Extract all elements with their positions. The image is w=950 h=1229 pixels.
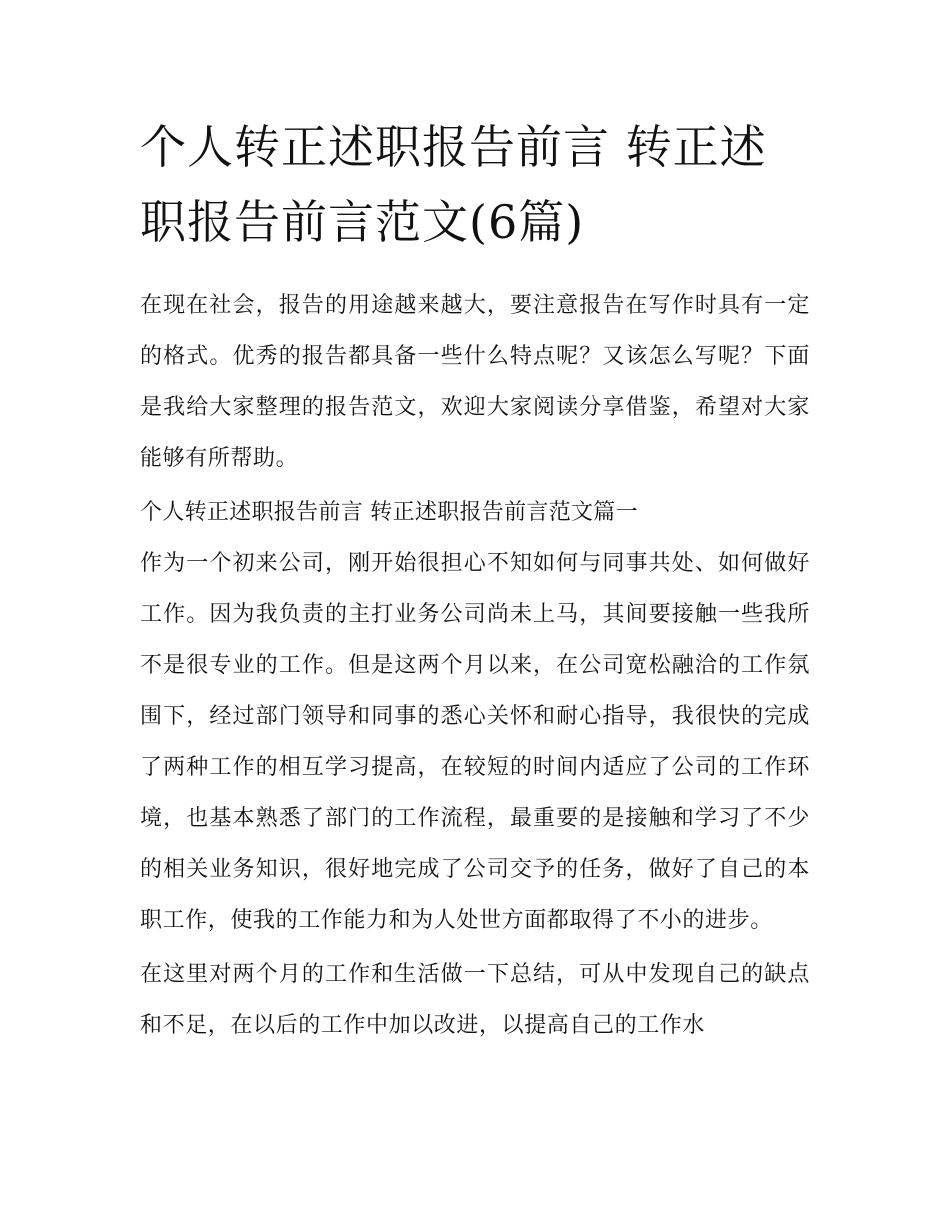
section-heading: 个人转正述职报告前言 转正述职报告前言范文篇一 <box>140 500 638 525</box>
body-paragraph-2: 在这里对两个月的工作和生活做一下总结，可从中发现自己的缺点和不足，在以后的工作中加以改进，以提高自己的工作水 <box>140 962 810 1038</box>
body-paragraph-1: 作为一个初来公司，刚开始很担心不知如何与同事共处、如何做好工作。因为我负责的主打业务公司尚未上马，其间要接触一些我所不是很专业的工作。但是这两个月以来，在公司宽松融洽的工作氛围下，经过部门领导和同事的悉心关怀和耐心指导，我很快的完成了两种工作的相互学习提高，在较短的时间内适应了公司的工作环境，也基本熟悉了部门的工作流程，最重要的是接触和学习了不少的相关业务知识，很好地完成了公司交予的任务，做好了自己的本职工作，使我的工作能力和为人处世方面都取得了不小的进步。 <box>140 551 810 933</box>
document-body <box>140 110 810 1054</box>
document-title: 个人转正述职报告前言 转正述职报告前言范文(6篇) <box>140 120 767 249</box>
intro-paragraph: 在现在社会，报告的用途越来越大，要注意报告在写作时具有一定的格式。优秀的报告都具备一些什么特点呢？又该怎么写呢？下面是我给大家整理的报告范文，欢迎大家阅读分享借鉴，希望对大家能够有所帮助。 <box>140 293 810 471</box>
